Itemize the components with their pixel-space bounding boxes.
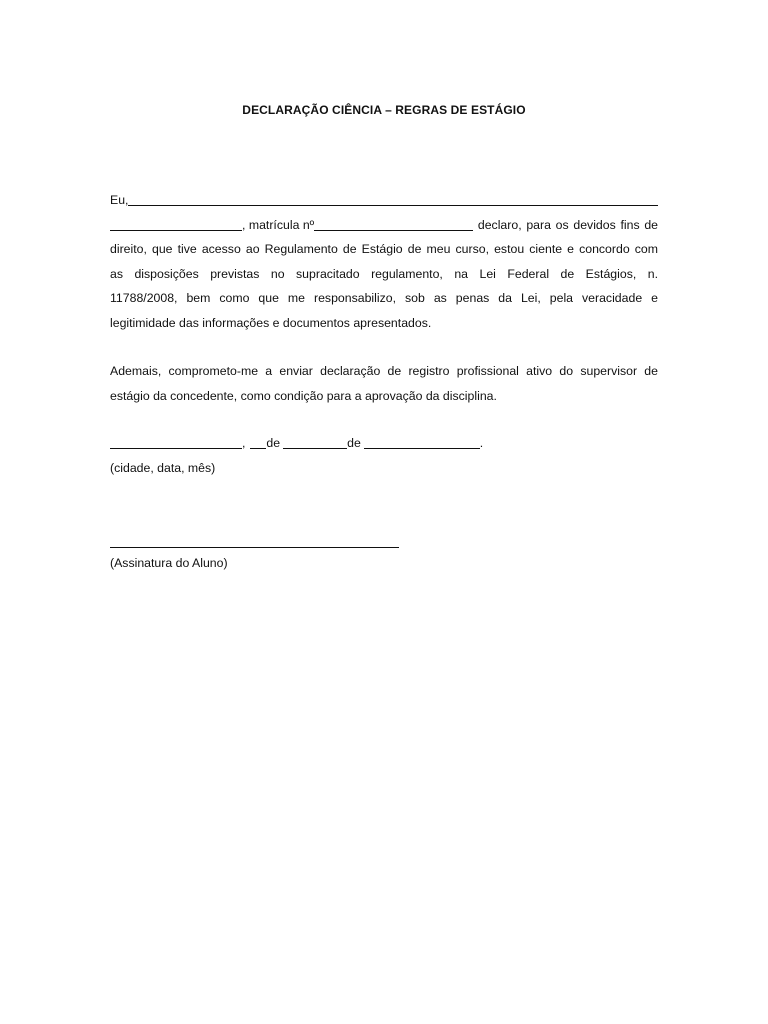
registration-line <box>110 213 658 238</box>
name-continuation-blank-field[interactable] <box>110 218 242 231</box>
name-blank-field[interactable] <box>128 193 658 206</box>
signature-line-field[interactable] <box>110 527 399 548</box>
period-text: . <box>479 436 484 450</box>
signature-block <box>110 527 658 576</box>
commitment-paragraph <box>110 359 658 408</box>
declaration-paragraph <box>110 188 658 335</box>
eu-label: Eu, <box>110 193 129 207</box>
de-text-2: de <box>347 436 361 450</box>
name-line <box>110 188 658 213</box>
date-place-line <box>110 431 658 456</box>
date-place-block <box>110 431 658 480</box>
declaration-text-line: 11788/2008, bem como que me responsabilizo, sob as penas da Lei, pela veracidade e <box>110 291 658 305</box>
year-blank-field[interactable] <box>364 436 480 449</box>
day-blank-field[interactable] <box>250 436 266 449</box>
commitment-text-line: Ademais, comprometo-me a enviar declaração de registro profissional ativo do supervisor de <box>110 364 658 378</box>
commitment-text-line: estágio da concedente, como condição para a aprovação da disciplina. <box>110 388 497 403</box>
declaration-text-line: legitimidade das informações e documentos apresentados. <box>110 315 432 330</box>
declaro-text: declaro, para os devidos fins de <box>473 217 658 232</box>
month-blank-field[interactable] <box>283 436 347 449</box>
date-caption: (cidade, data, mês) <box>110 460 216 475</box>
declaration-text-line: as disposições previstas no supracitado regulamento, na Lei Federal de Estágios, n. <box>110 266 658 281</box>
city-blank-field[interactable] <box>110 436 242 449</box>
de-text-1: de <box>266 436 281 450</box>
signature-caption: (Assinatura do Aluno) <box>110 556 228 570</box>
matricula-label: , matrícula nº <box>242 217 315 232</box>
matricula-blank-field[interactable] <box>314 218 473 231</box>
declaration-text-line: direito, que tive acesso ao Regulamento de Estágio de meu curso, estou ciente e concordo com <box>110 242 658 256</box>
comma-text: , <box>242 436 246 450</box>
document-title: DECLARAÇÃO CIÊNCIA – REGRAS DE ESTÁGIO <box>242 103 526 117</box>
